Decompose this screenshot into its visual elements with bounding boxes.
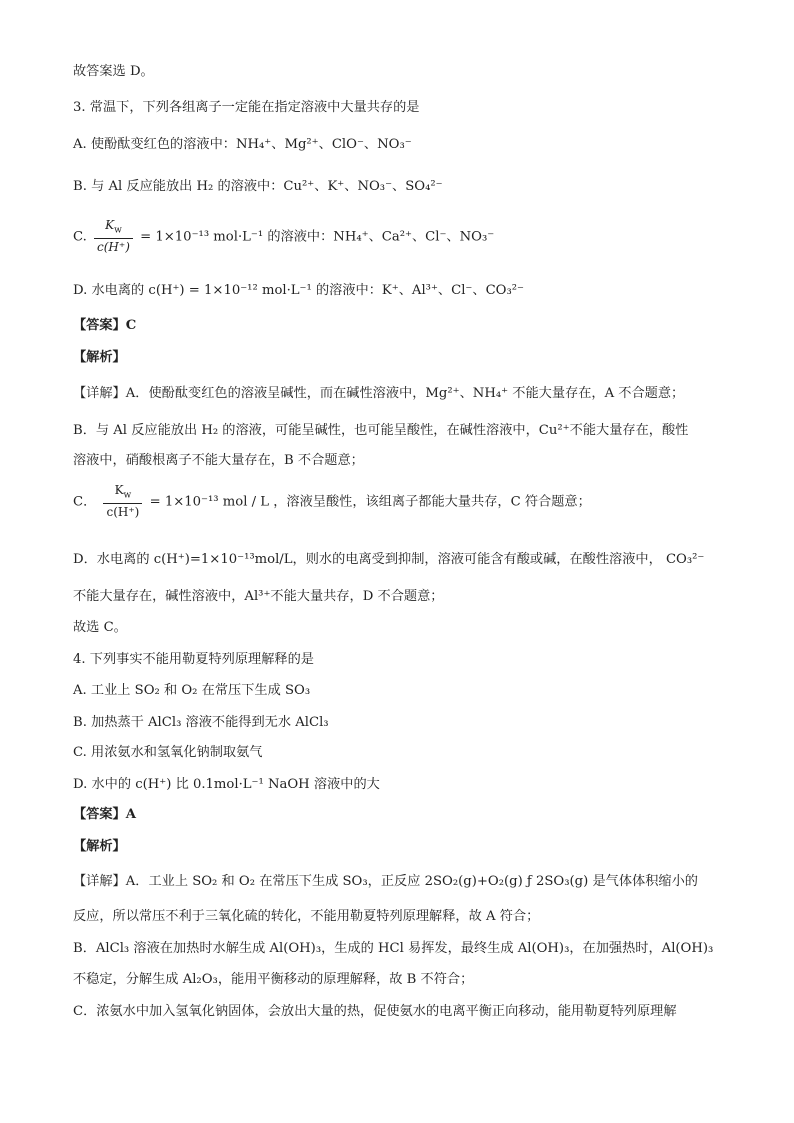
question-3-explain-b-line1: B．与 Al 反应能放出 H₂ 的溶液，可能呈碱性，也可能呈酸性，在碱性溶液中，Cu²⁺不能大量存在，酸性: [73, 423, 689, 438]
question-3-option-a: A. 使酚酞变红色的溶液中：NH₄⁺、Mg²⁺、ClO⁻、NO₃⁻: [73, 137, 412, 152]
question-3-explain-b-line2: 溶液中，硝酸根离子不能大量存在，B 不合题意；: [73, 453, 364, 468]
kw-numerator-subscript: w: [114, 225, 122, 236]
question-4-option-c: C. 用浓氨水和氢氧化钠制取氨气: [73, 745, 263, 760]
question-4-answer: 【答案】A: [73, 807, 136, 822]
question-3-explain-d-line1: D．水电离的 c(H⁺)=1×10⁻¹³mol/L，则水的电离受到抑制，溶液可能含有酸或碱，在酸性溶液中， CO₃²⁻: [73, 552, 705, 567]
question-4-explain-a-line1: 【详解】A．工业上 SO₂ 和 O₂ 在常压下生成 SO₃，正反应 2SO₂(g)+O₂(g) ƒ 2SO₃(g) 是气体体积缩小的: [73, 874, 698, 889]
explain-kw-fraction: [103, 483, 142, 521]
question-4-explain-b-line1: B．AlCl₃ 溶液在加热时水解生成 Al(OH)₃，生成的 HCl 易挥发，最终生成 Al(OH)₃，在加强热时，Al(OH)₃: [73, 941, 714, 956]
question-3-explain-a: 【详解】A．使酚酞变红色的溶液呈碱性，而在碱性溶液中，Mg²⁺、NH₄⁺ 不能大量存在，A 不合题意；: [73, 386, 685, 401]
previous-answer-conclusion: 故答案选 D。: [73, 64, 154, 79]
question-4-explain-b-line2: 不稳定，分解生成 Al₂O₃，能用平衡移动的原理解释，故 B 不符合；: [73, 972, 474, 987]
question-3-option-d: D. 水电离的 c(H⁺) = 1×10⁻¹² mol·L⁻¹ 的溶液中：K⁺、Al³⁺、Cl⁻、CO₃²⁻: [73, 283, 525, 298]
question-3-option-c: [73, 218, 494, 256]
question-3-conclusion: 故选 C。: [73, 620, 127, 635]
question-4-explain-c-line1: C．浓氨水中加入氢氧化钠固体，会放出大量的热，促使氨水的电离平衡正向移动，能用勒夏特列原理解: [73, 1004, 677, 1019]
question-3-analysis-heading: 【解析】: [73, 350, 126, 365]
question-3-explain-d-line2: 不能大量存在，碱性溶液中，Al³⁺不能大量共存，D 不合题意；: [73, 589, 444, 604]
question-3-stem: 3. 常温下，下列各组离子一定能在指定溶液中大量共存的是: [73, 100, 420, 115]
question-4-option-d: D. 水中的 c(H⁺) 比 0.1mol·L⁻¹ NaOH 溶液中的大: [73, 777, 380, 792]
kw-numerator: K: [105, 218, 115, 232]
explain-c-rest: = 1×10⁻¹³ mol / L ，溶液呈酸性，该组离子都能大量共存，C 符合题意；: [149, 494, 591, 510]
option-c-label: C.: [73, 229, 87, 245]
explain-c-label: C．: [73, 494, 97, 510]
explain-kw-numerator-subscript: w: [123, 490, 132, 501]
kw-denominator: c(H⁺): [97, 240, 130, 255]
option-c-rest: = 1×10⁻¹³ mol·L⁻¹ 的溶液中：NH₄⁺、Ca²⁺、Cl⁻、NO₃⁻: [140, 229, 495, 245]
question-4-option-b: B. 加热蒸干 AlCl₃ 溶液不能得到无水 AlCl₃: [73, 715, 329, 730]
question-4-stem: 4. 下列事实不能用勒夏特列原理解释的是: [73, 652, 314, 667]
explain-kw-denominator: c(H⁺): [106, 505, 140, 520]
explain-kw-numerator: K: [114, 483, 124, 497]
question-3-answer: 【答案】C: [73, 318, 137, 333]
question-4-analysis-heading: 【解析】: [73, 839, 126, 854]
question-3-option-b: B. 与 Al 反应能放出 H₂ 的溶液中：Cu²⁺、K⁺、NO₃⁻、SO₄²⁻: [73, 179, 443, 194]
question-4-explain-a-line2: 反应，所以常压不利于三氧化硫的转化，不能用勒夏特列原理解释，故 A 符合；: [73, 909, 540, 924]
kw-fraction: [94, 218, 133, 256]
question-3-explain-c: [73, 483, 591, 521]
question-4-option-a: A. 工业上 SO₂ 和 O₂ 在常压下生成 SO₃: [73, 683, 311, 698]
